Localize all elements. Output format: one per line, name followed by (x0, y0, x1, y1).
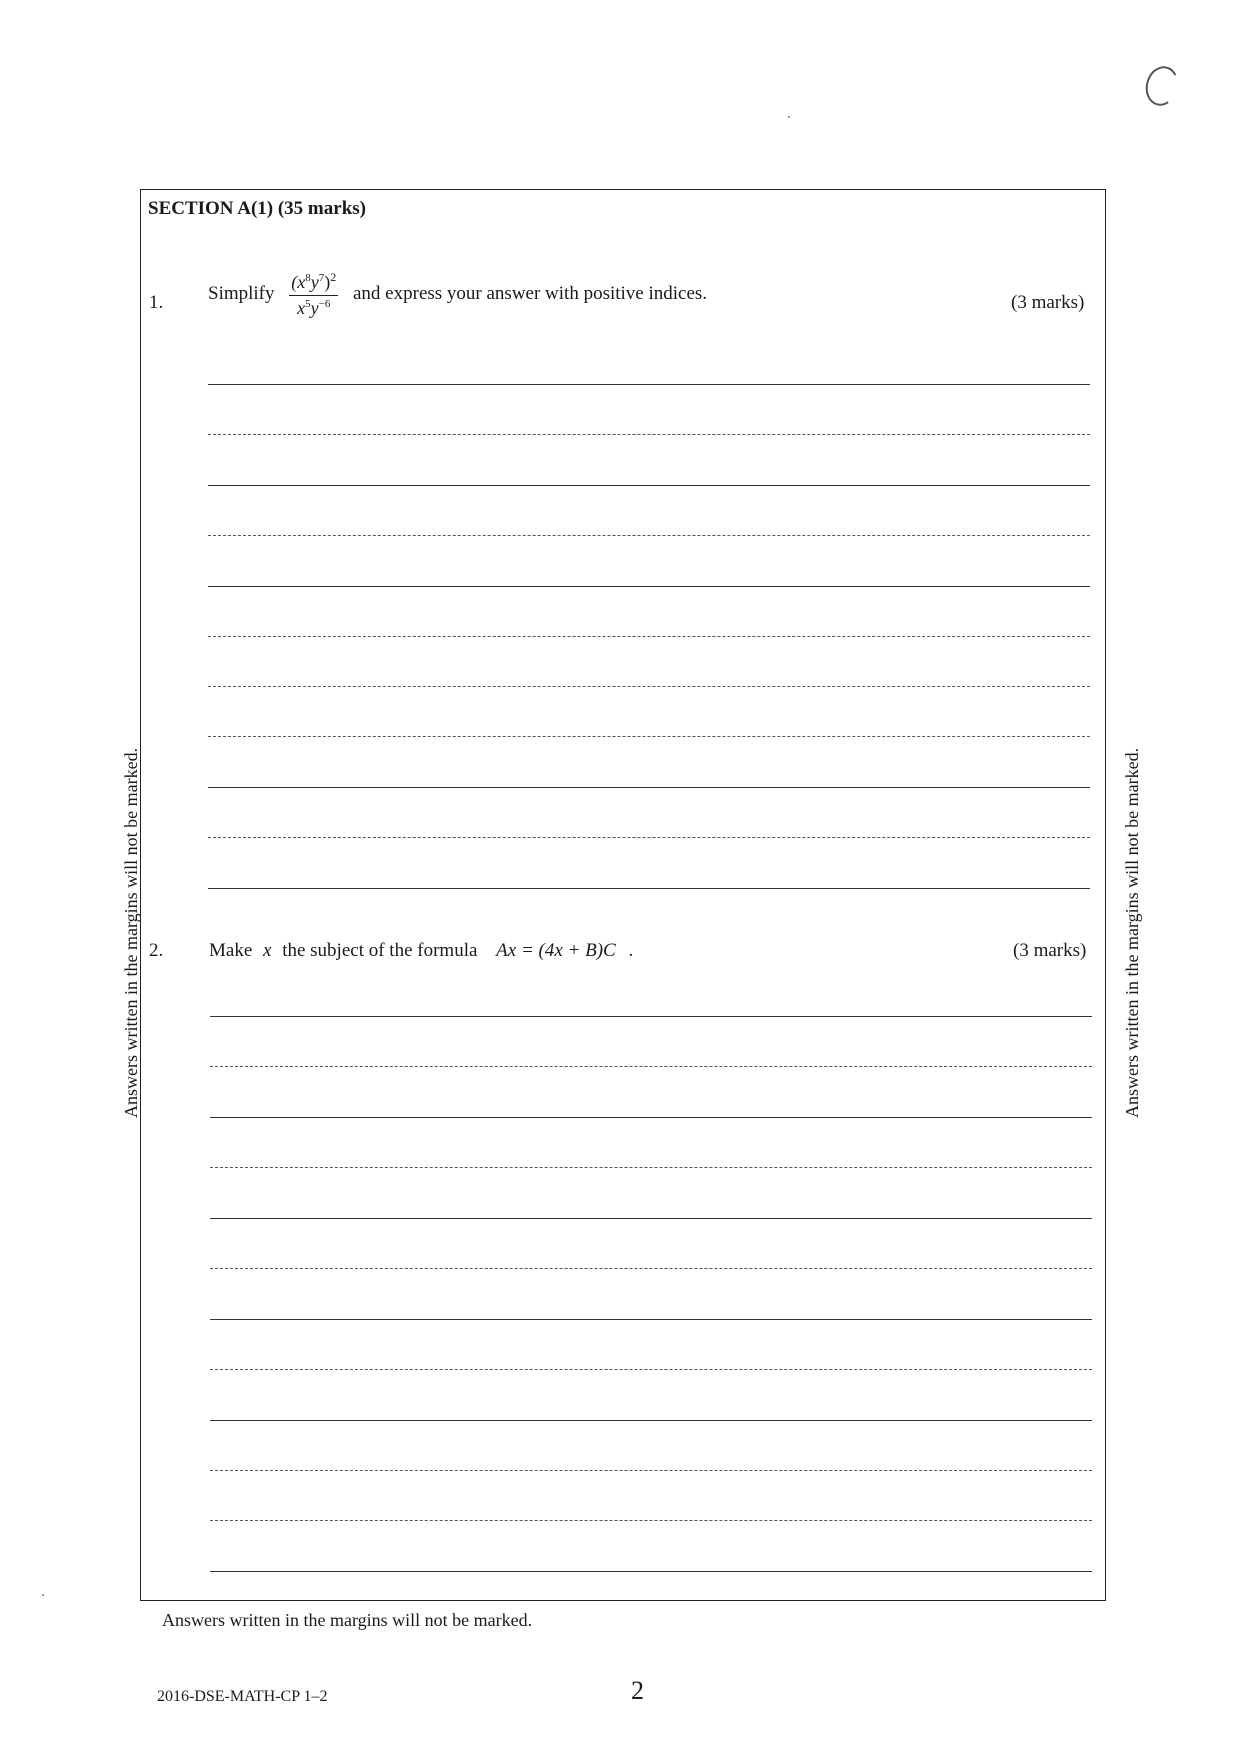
answer-line (210, 1520, 1092, 1521)
answer-line (208, 535, 1090, 536)
question-2-formula: Ax = (4x + B)C (496, 940, 616, 961)
answer-line (210, 1571, 1092, 1572)
question-2-period: . (628, 940, 634, 961)
question-1-prefix: Simplify (208, 282, 275, 304)
answer-line (208, 736, 1090, 737)
scan-speck (788, 116, 790, 118)
answer-line (210, 1369, 1092, 1370)
question-2-variable: x (263, 940, 272, 961)
question-2-middle: the subject of the formula (282, 940, 478, 961)
answer-line (210, 1218, 1092, 1219)
answer-line (208, 888, 1090, 889)
answer-line (210, 1117, 1092, 1118)
paper-code: 2016-DSE-MATH-CP 1–2 (157, 1688, 328, 1705)
bottom-margin-warning: Answers written in the margins will not be marked. (162, 1610, 533, 1630)
answer-line (210, 1167, 1092, 1168)
page-number: 2 (631, 1676, 644, 1705)
right-margin-warning: Answers written in the margins will not be marked. (1122, 747, 1142, 1118)
question-2-marks: (3 marks) (1013, 940, 1087, 961)
answer-line (210, 1319, 1092, 1320)
question-1-instruction: and express your answer with positive indices. (353, 282, 708, 304)
left-margin-warning: Answers written in the margins will not be marked. (121, 747, 141, 1118)
answer-box (140, 189, 1106, 1601)
question-1-marks: (3 marks) (1011, 292, 1085, 313)
answer-line (210, 1470, 1092, 1471)
answer-line (208, 384, 1090, 385)
scan-speck (42, 1594, 44, 1596)
answer-line (210, 1420, 1092, 1421)
question-2-prefix: Make (209, 940, 253, 961)
question-1-number: 1. (149, 292, 164, 313)
question-2-text (209, 940, 633, 962)
answer-line (208, 837, 1090, 838)
answer-line (208, 586, 1090, 587)
question-1-fraction (289, 270, 338, 319)
answer-line (208, 787, 1090, 788)
question-2-number: 2. (149, 940, 164, 961)
answer-line (210, 1066, 1092, 1067)
section-title: SECTION A(1) (35 marks) (148, 198, 366, 219)
answer-line (208, 686, 1090, 687)
answer-line (208, 434, 1090, 435)
answer-line (210, 1268, 1092, 1269)
answer-line (210, 1016, 1092, 1017)
answer-line (208, 485, 1090, 486)
answer-line (208, 636, 1090, 637)
corner-circle-mark (1141, 63, 1182, 110)
question-1-text (208, 270, 707, 319)
fraction-numerator: $(x^8y^7)^2$ (289, 270, 338, 296)
fraction-denominator: $x^5y^{-6}$ (297, 298, 331, 318)
